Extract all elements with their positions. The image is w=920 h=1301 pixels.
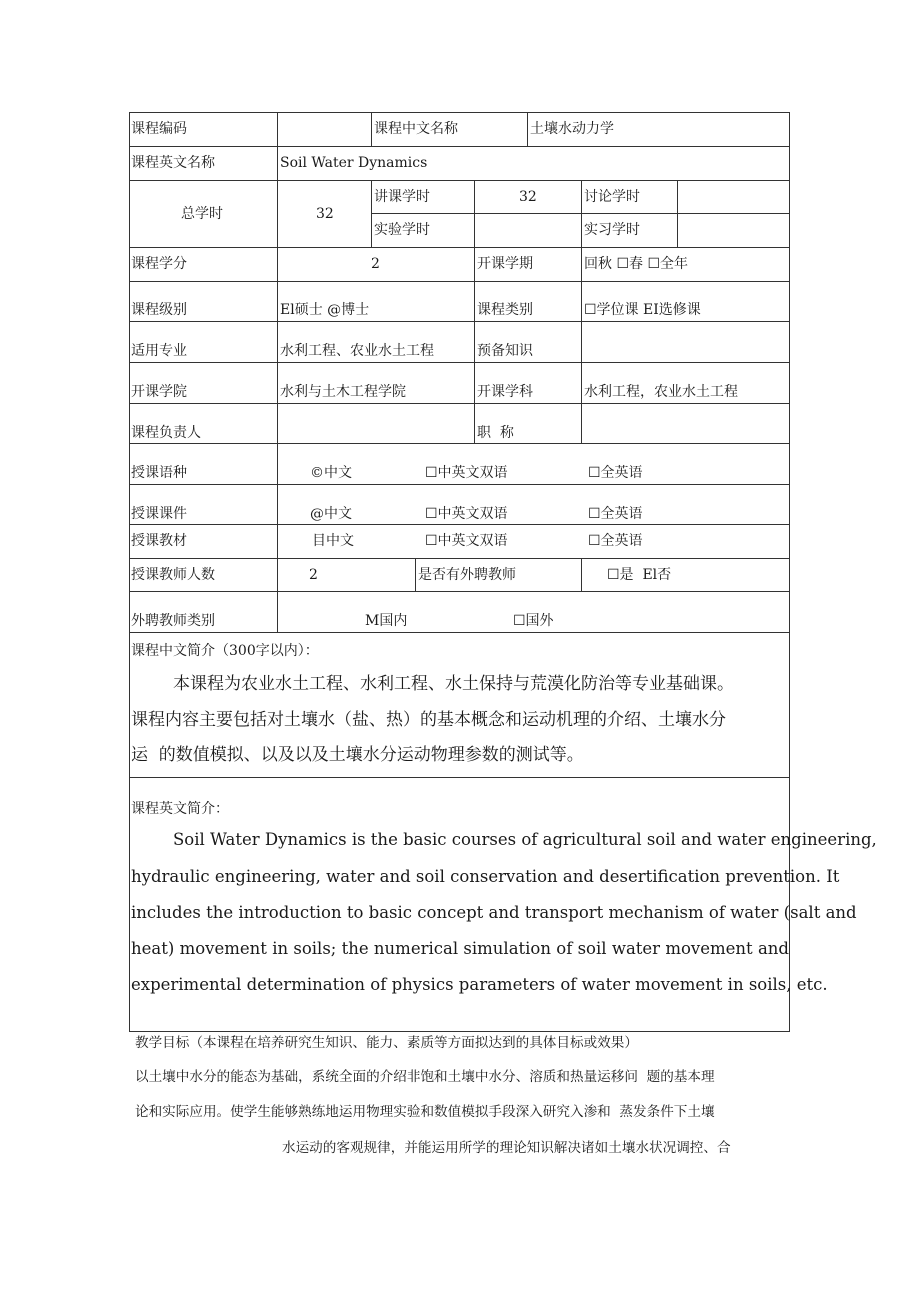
external-teacher-options: ☐是 El否 — [607, 567, 672, 583]
leader-label: 课程负责人 — [131, 425, 201, 441]
en-intro-line: heat) movement in soils; the numerical simulation of soil water movement and — [131, 939, 789, 958]
textbook-option-bilingual: ☐中英文双语 — [425, 533, 508, 549]
column-divider — [581, 247, 582, 443]
course-type-options: ☐学位课 EI选修课 — [584, 302, 701, 318]
en-intro-line: includes the introduction to basic concept and transport mechanism of water (salt and — [131, 903, 857, 922]
courseware-option-english: ☐全英语 — [588, 506, 643, 522]
row-divider — [129, 146, 790, 147]
major-value: 水利工程、农业水土工程 — [280, 343, 434, 359]
column-divider — [581, 558, 582, 591]
en-intro-heading: 课程英文简介： — [131, 801, 229, 817]
objectives-line: 水运动的客观规律，并能运用所学的理论知识解决诸如土壤水状况调控、合 — [282, 1140, 731, 1156]
total-hours-label: 总学时 — [181, 206, 223, 222]
objectives-line: 以土壤中水分的能态为基础，系统全面的介绍非饱和土壤中水分、溶质和热量运移问 题的基本理 — [135, 1069, 715, 1085]
row-divider — [129, 443, 790, 444]
textbook-label: 授课教材 — [131, 533, 187, 549]
row-divider — [129, 180, 790, 181]
en-intro-line: experimental determination of physics parameters of water movement in soils, etc. — [131, 975, 828, 994]
term-label: 开课学期 — [477, 256, 533, 272]
column-divider — [415, 558, 416, 591]
lecture-hours-value: 32 — [519, 189, 537, 205]
language-option-english: ☐全英语 — [588, 465, 643, 481]
teacher-count-label: 授课教师人数 — [131, 567, 215, 583]
column-divider — [527, 112, 528, 146]
total-hours-value: 32 — [316, 206, 334, 222]
row-divider — [129, 321, 790, 322]
discussion-hours-label: 讨论学时 — [584, 189, 640, 205]
row-divider — [129, 281, 790, 282]
row-divider — [129, 403, 790, 404]
cn-intro-line: 运 的数值模拟、以及以及土壤水分运动物理参数的测试等。 — [131, 745, 584, 765]
column-divider — [371, 112, 372, 146]
credit-value: 2 — [371, 256, 380, 272]
cn-intro-line: 本课程为农业水土工程、水利工程、水土保持与荒漠化防治等专业基础课。 — [173, 674, 734, 694]
column-divider — [277, 112, 278, 146]
row-divider — [129, 362, 790, 363]
row-divider — [129, 632, 790, 633]
column-divider — [277, 146, 278, 180]
objectives-line: 论和实际应用。使学生能够熟练地运用物理实验和数值模拟手段深入研究入渗和 蒸发条件下土壤 — [135, 1104, 715, 1120]
cn-intro-heading: 课程中文简介（300字以内）： — [131, 643, 319, 659]
course-en-name-label: 课程英文名称 — [131, 155, 215, 171]
prerequisite-label: 预备知识 — [477, 343, 533, 359]
discipline-value: 水利工程，农业水土工程 — [584, 384, 738, 400]
column-divider — [474, 180, 475, 247]
term-options: 回秋 ☐春 ☐全年 — [584, 256, 689, 272]
language-option-chinese: ©中文 — [310, 465, 352, 481]
language-label: 授课语种 — [131, 465, 187, 481]
lab-hours-label: 实验学时 — [374, 222, 430, 238]
discipline-label: 开课学科 — [477, 384, 533, 400]
row-divider — [129, 777, 790, 778]
textbook-option-english: ☐全英语 — [588, 533, 643, 549]
column-divider — [371, 180, 372, 247]
credit-label: 课程学分 — [131, 256, 187, 272]
column-divider — [581, 180, 582, 247]
course-en-name-value: Soil Water Dynamics — [280, 155, 428, 171]
row-divider — [129, 524, 790, 525]
course-cn-name-value: 土壤水动力学 — [530, 121, 614, 137]
row-divider — [129, 558, 790, 559]
practice-hours-label: 实习学时 — [584, 222, 640, 238]
external-type-domestic: M国内 — [365, 613, 408, 629]
course-cn-name-label: 课程中文名称 — [374, 121, 458, 137]
cn-intro-line: 课程内容主要包括对土壤水（盐、热）的基本概念和运动机理的介绍、土壤水分 — [131, 710, 726, 730]
language-option-bilingual: ☐中英文双语 — [425, 465, 508, 481]
college-label: 开课学院 — [131, 384, 187, 400]
teacher-count-value: 2 — [309, 567, 318, 583]
college-value: 水利与土木工程学院 — [280, 384, 406, 400]
external-teacher-label: 是否有外聘教师 — [418, 567, 516, 583]
en-intro-line: hydraulic engineering, water and soil conservation and desertification prevention. It — [131, 867, 840, 886]
column-divider — [677, 180, 678, 247]
courseware-option-chinese: @中文 — [310, 506, 352, 522]
courseware-label: 授课课件 — [131, 506, 187, 522]
column-divider — [474, 247, 475, 443]
row-divider — [129, 247, 790, 248]
course-code-label: 课程编码 — [131, 121, 187, 137]
column-divider — [277, 247, 278, 524]
courseware-option-bilingual: ☐中英文双语 — [425, 506, 508, 522]
column-divider — [277, 180, 278, 247]
level-label: 课程级别 — [131, 302, 187, 318]
en-intro-line: Soil Water Dynamics is the basic courses of agricultural soil and water engineering, — [173, 830, 877, 849]
textbook-option-chinese: 目中文 — [312, 533, 354, 549]
major-label: 适用专业 — [131, 343, 187, 359]
row-divider — [129, 484, 790, 485]
lecture-hours-label: 讲课学时 — [374, 189, 430, 205]
column-divider — [277, 524, 278, 632]
external-type-label: 外聘教师类别 — [131, 613, 215, 629]
row-divider — [129, 591, 790, 592]
course-type-label: 课程类别 — [477, 302, 533, 318]
level-options: El硕士 @博士 — [280, 302, 370, 318]
objectives-heading: 教学目标（本课程在培养研究生知识、能力、素质等方面拟达到的具体目标或效果） — [135, 1035, 638, 1051]
external-type-foreign: ☐国外 — [513, 613, 554, 629]
title-label: 职 称 — [477, 425, 514, 441]
